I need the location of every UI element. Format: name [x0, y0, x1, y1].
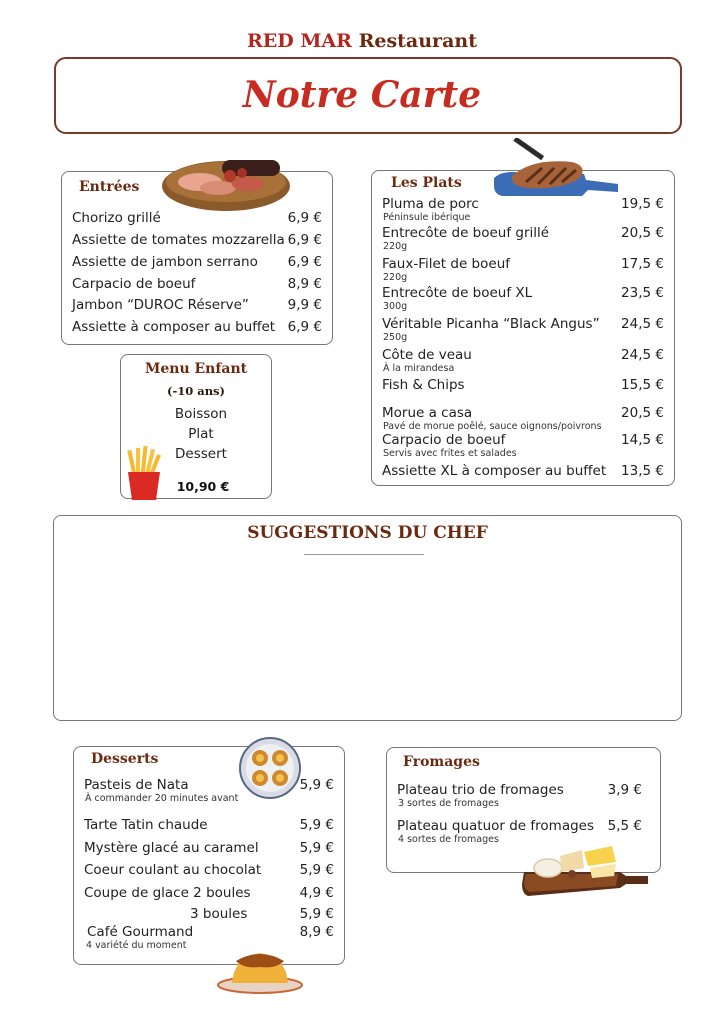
charcuterie-board-icon [160, 150, 296, 216]
item-name: 3 boules [190, 906, 248, 922]
item-name: Coeur coulant au chocolat [84, 862, 262, 878]
item-price: 15,5 € [621, 377, 664, 393]
list-item [382, 432, 664, 459]
plats-title: Les Plats [391, 175, 462, 191]
item-price: 5,9 € [299, 862, 334, 878]
item-price: 5,9 € [299, 817, 334, 833]
item-name: Jambon “DUROC Réserve” [72, 297, 249, 313]
list-item [72, 232, 322, 252]
item-price: 6,9 € [287, 210, 322, 226]
item-detail: 220g [383, 241, 408, 252]
item-price: 20,5 € [621, 405, 664, 421]
list-item [72, 254, 322, 274]
list-item [382, 377, 664, 397]
item-detail: Servis avec frites et salades [383, 448, 517, 459]
list-item [382, 225, 664, 252]
fries-icon [124, 446, 164, 502]
item-detail: À la mirandesa [383, 363, 455, 374]
list-item [382, 316, 664, 343]
list-item [84, 817, 334, 837]
menu-enfant-title: Menu Enfant [144, 361, 248, 377]
list-item [84, 862, 334, 882]
item-detail: 4 variété du moment [86, 940, 187, 951]
item-price: 8,9 € [287, 276, 322, 292]
entrees-title: Entrées [79, 179, 140, 195]
item-detail: Péninsule ibérique [383, 212, 471, 223]
item-name: Tarte Tatin chaude [84, 817, 208, 833]
desserts-title: Desserts [91, 751, 159, 767]
item-price: 6,9 € [287, 319, 322, 335]
cheese-board-icon [520, 838, 652, 900]
steak-board-icon [492, 138, 622, 204]
item-name: Chorizo grillé [72, 210, 161, 226]
item-name: Pasteis de Nata [84, 777, 189, 793]
flan-icon [216, 943, 304, 995]
item-detail: 220g [383, 272, 408, 283]
item-price: 8,9 € [299, 924, 334, 940]
item-name: Assiette de tomates mozzarella [72, 232, 285, 248]
item-name: Entrecôte de boeuf XL [382, 285, 533, 301]
page-title: Notre Carte [242, 74, 482, 116]
list-item [382, 463, 664, 483]
plats-section [371, 170, 675, 486]
item-name: Plateau trio de fromages [397, 782, 564, 798]
menu-enfant-subtitle: (-10 ans) [167, 384, 225, 398]
list-item [84, 885, 334, 905]
item-name: Faux-Filet de boeuf [382, 256, 510, 272]
item-price: 17,5 € [621, 256, 664, 272]
item-price: 19,5 € [621, 196, 664, 212]
item-name: Coupe de glace 2 boules [84, 885, 251, 901]
suggestions-section [53, 515, 682, 721]
item-name: Café Gourmand [87, 924, 194, 940]
item-name: Assiette à composer au buffet [72, 319, 276, 335]
item-detail: 3 sortes de fromages [398, 798, 499, 809]
list-item [72, 297, 322, 317]
item-detail: 300g [383, 301, 408, 312]
item-price: 5,9 € [299, 906, 334, 922]
item-name: Assiette XL à composer au buffet [382, 463, 607, 479]
list-item [382, 405, 664, 432]
item-price: 6,9 € [287, 254, 322, 270]
item-price: 14,5 € [621, 432, 664, 448]
restaurant-name [0, 30, 724, 52]
menu-enfant-item: Boisson [174, 406, 228, 422]
item-price: 24,5 € [621, 347, 664, 363]
fromages-title: Fromages [403, 754, 480, 770]
item-price: 20,5 € [621, 225, 664, 241]
item-name: Fish & Chips [382, 377, 465, 393]
item-name: Pluma de porc [382, 196, 479, 212]
desserts-section [73, 746, 345, 965]
item-name: Assiette de jambon serrano [72, 254, 258, 270]
list-item [382, 285, 664, 312]
list-item [382, 256, 664, 283]
list-item [72, 319, 322, 339]
item-price: 3,9 € [607, 782, 642, 798]
list-item [84, 906, 334, 926]
item-price: 23,5 € [621, 285, 664, 301]
item-detail: 250g [383, 332, 408, 343]
restaurant-name-brown: Restaurant [358, 30, 477, 52]
item-price: 13,5 € [621, 463, 664, 479]
menu-enfant-item: Dessert [175, 446, 227, 462]
item-name: Plateau quatuor de fromages [397, 818, 594, 834]
list-item [84, 924, 334, 951]
item-price: 5,9 € [299, 777, 334, 793]
item-name: Carpacio de boeuf [72, 276, 196, 292]
item-name: Entrecôte de boeuf grillé [382, 225, 550, 241]
item-detail: Pavé de morue poêlé, sauce oignons/poivrons [383, 421, 602, 432]
menu-enfant-item: Plat [188, 426, 214, 442]
list-item [84, 840, 334, 860]
item-price: 5,9 € [299, 840, 334, 856]
item-name: Véritable Picanha “Black Angus” [382, 316, 600, 332]
item-detail: 4 sortes de fromages [398, 834, 499, 845]
item-price: 24,5 € [621, 316, 664, 332]
pasteis-plate-icon [238, 736, 302, 800]
item-price: 9,9 € [287, 297, 322, 313]
item-name: Mystère glacé au caramel [84, 840, 259, 856]
item-price: 4,9 € [299, 885, 334, 901]
item-detail: À commander 20 minutes avant [85, 793, 239, 804]
list-item [397, 818, 642, 845]
list-item [397, 782, 642, 809]
list-item [382, 347, 664, 374]
item-price: 5,5 € [607, 818, 642, 834]
menu-enfant-price: 10,90 € [176, 479, 230, 494]
item-price: 6,9 € [287, 232, 322, 248]
restaurant-name-red: RED MAR [247, 30, 352, 52]
list-item [72, 276, 322, 296]
item-name: Côte de veau [382, 347, 472, 363]
item-name: Carpacio de boeuf [382, 432, 506, 448]
suggestions-title: SUGGESTIONS DU CHEF [247, 523, 488, 543]
divider [304, 554, 424, 555]
item-name: Morue a casa [382, 405, 473, 421]
